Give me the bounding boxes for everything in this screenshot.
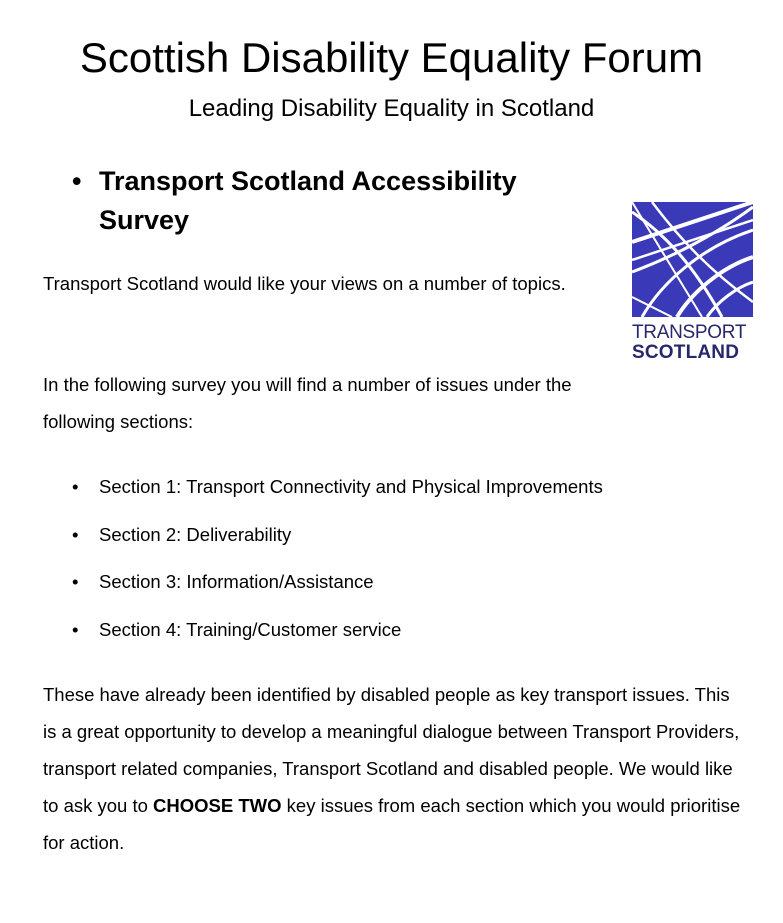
survey-heading [72,162,602,240]
closing-paragraph [43,676,743,861]
logo-word-scotland: SCOTLAND [632,342,740,363]
logo-road-graphic [632,202,753,317]
road-lines-icon [632,202,753,317]
section-2-label: Section 2: Deliverability [99,523,292,545]
org-title: Scottish Disability Equality Forum [79,34,704,81]
closing-text-end: key issues from each section which you would prioritise for action. [43,795,741,853]
list-item [72,613,752,661]
sections-list [72,470,752,660]
list-bullet: • [72,571,79,592]
section-4-label: Section 4: Training/Customer service [99,618,402,640]
logo-word-transport: TRANSPORT [632,322,747,343]
emphasis-choose: CHOOSE [153,795,234,816]
emphasis-two: TWO [238,795,282,816]
list-item [72,470,752,518]
closing-text-start: These have already been identified by disabled people as key transport issues. This is a great opportunity to develop a meaningful dialogue between Transport Providers, transport related companies, Transport Scotland and disabled people. We would like to ask you to [43,684,740,816]
list-item [72,518,752,566]
survey-title: Transport Scotland Accessibility Survey [99,166,517,235]
list-item [72,565,752,613]
list-bullet: • [72,523,79,545]
list-bullet: • [72,618,79,640]
section-3-label: Section 3: Information/Assistance [99,571,374,592]
intro-paragraph-1: Transport Scotland would like your views on a number of topics. [43,273,566,294]
list-bullet: • [72,476,79,497]
transport-scotland-logo [632,202,753,362]
org-tagline: Leading Disability Equality in Scotland [188,95,595,122]
section-1-label: Section 1: Transport Connectivity and Physical Improvements [99,476,603,497]
heading-bullet: • [72,166,82,196]
intro-paragraph-2: In the following survey you will find a number of issues under the following sections: [43,374,572,432]
